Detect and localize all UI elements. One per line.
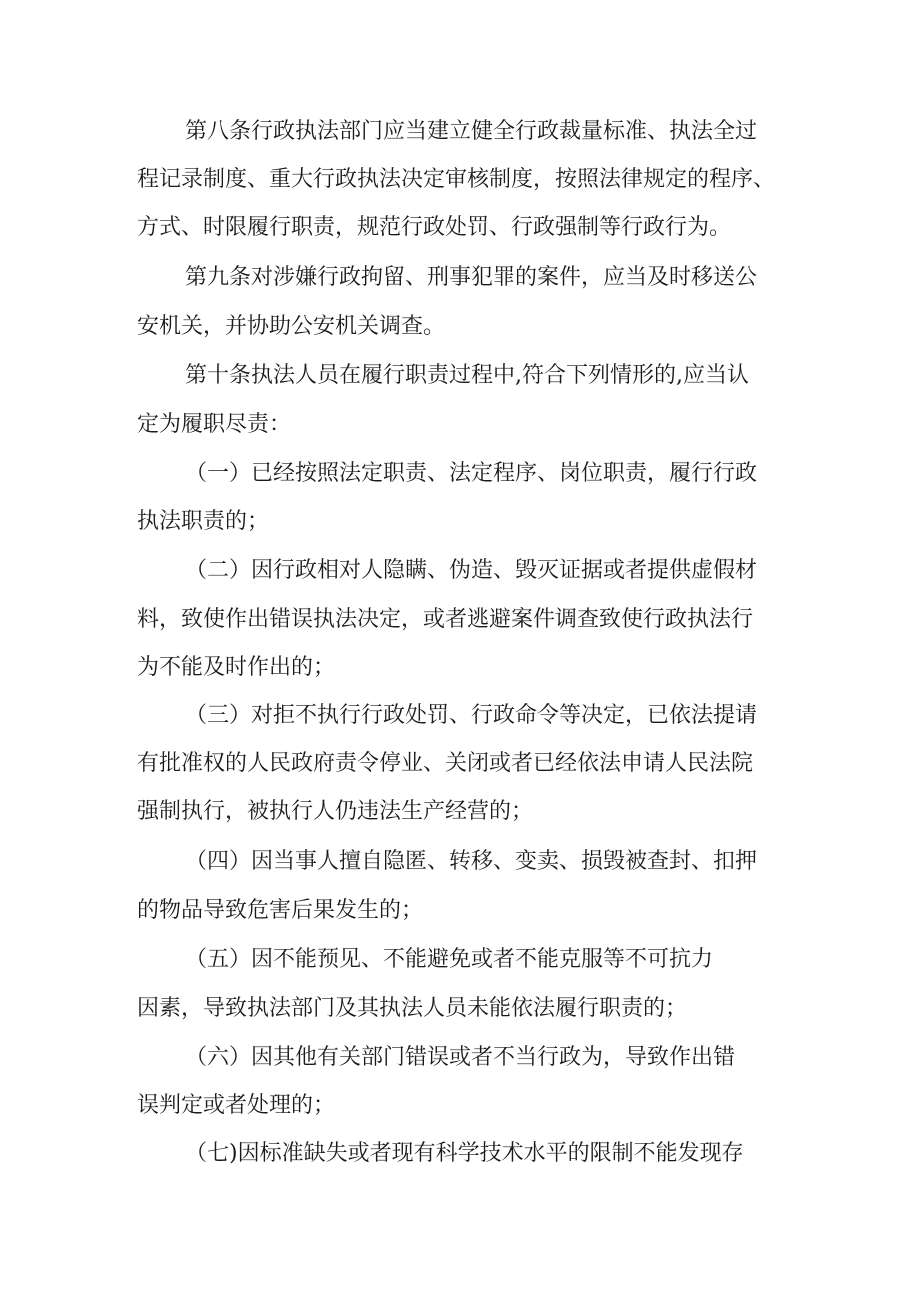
text-line: 第八条行政执法部门应当建立健全行政裁量标准、执法全过 [185,119,758,144]
text-line: 料，致使作出错误执法决定，或者逃避案件调查致使行政执法行 [137,607,754,632]
text-line: 程记录制度、重大行政执法决定审核制度，按照法律规定的程序、 [137,167,776,192]
text-line: 执法职责的； [137,509,270,534]
text-line: 误判定或者处理的； [137,1093,336,1118]
text-line: 强制执行，被执行人仍违法生产经营的； [137,799,534,824]
text-line: （二）因行政相对人隐瞒、伪造、毁灭证据或者提供虚假材 [185,558,758,583]
text-line: （一）已经按照法定职责、法定程序、岗位职责，履行行政 [185,461,758,486]
text-line: （七)因标准缺失或者现有科学技术水平的限制不能发现存 [185,1141,744,1166]
text-line: 的物品导致危害后果发生的； [137,898,424,923]
text-line: （六）因其他有关部门错误或者不当行政为，导致作出错 [185,1045,736,1070]
text-line: 第九条对涉嫌行政拘留、刑事犯罪的案件，应当及时移送公 [185,265,758,290]
text-line: （五）因不能预见、不能避免或者不能克服等不可抗力 [185,947,714,972]
text-line: 为不能及时作出的； [137,655,336,680]
text-line: 安机关，并协助公安机关调查。 [137,314,446,339]
text-line: 第十条执法人员在履行职责过程中,符合下列情形的,应当认 [185,363,749,388]
text-line: 方式、时限履行职责，规范行政处罚、行政强制等行政行为。 [137,215,732,240]
text-line: （四）因当事人擅自隐匿、转移、变卖、损毁被查封、扣押 [185,849,758,874]
text-line: （三）对拒不执行行政处罚、行政命令等决定，已依法提请 [185,703,758,728]
text-line: 定为履职尽责： [137,412,292,437]
text-line: 因素，导致执法部门及其执法人员未能依法履行职责的； [137,996,688,1021]
text-line: 有批准权的人民政府责令停业、关闭或者已经依法申请人民法院 [137,751,754,776]
